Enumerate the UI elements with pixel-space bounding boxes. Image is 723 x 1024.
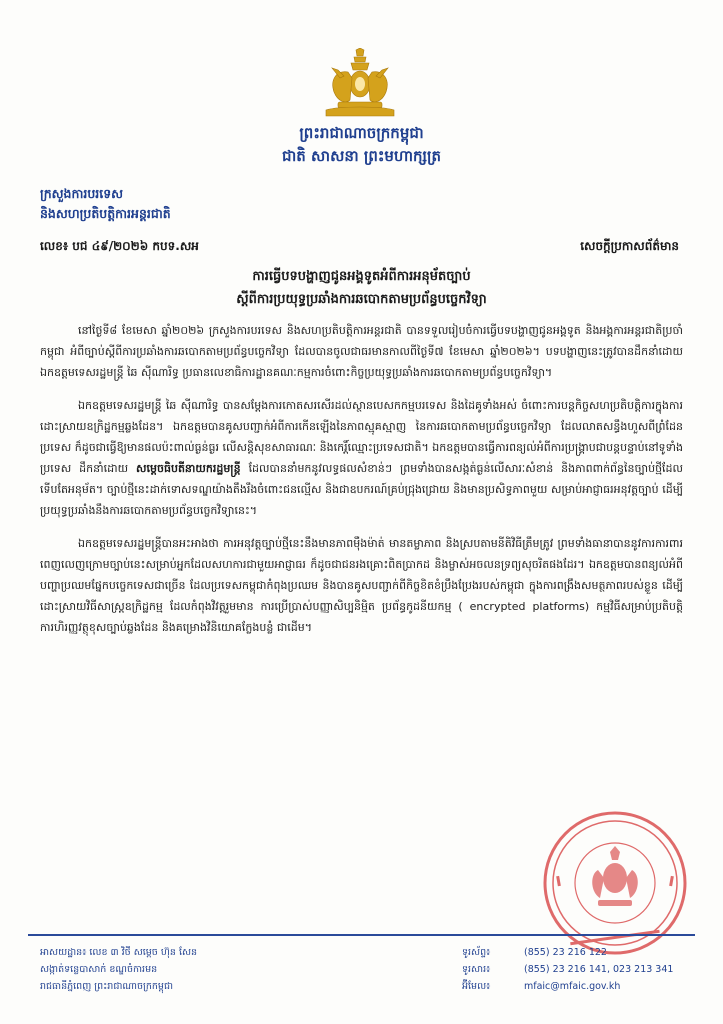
email-row bbox=[462, 978, 673, 995]
national-motto: ជាតិ សាសនា ព្រះមហាក្សត្រ bbox=[282, 147, 441, 165]
phone-label: ទូរស័ព្ទ៖ bbox=[462, 947, 491, 958]
paragraph-2-text-b: ដែលបាននាំមកនូវលទ្ធផលសំខាន់ៗ ព្រមទាំងបានសង្កត់ធ្ងន់លើសារៈសំខាន់ និងភាពពាក់ព័ន្ធនៃច្បាប់ថ្មីដែលទើបតែអនុម័ត។ ច្បាប់ថ្មីនេះដាក់ទោសទណ្ឌយ៉ាងតឹងរឹងចំពោះជនល្មើស និងជាឧបករណ៍គ្រប់ជ្រុងជ្រោយ និងមានប្រសិទ្ធភាពមួយ សម្រាប់អាជ្ញាធរអនុវត្តច្បាប់ ដើម្បីប្រយុទ្ធប្រឆាំងនឹងការឆបោកតាមប្រព័ន្ធបច្ចេកវិទ្យានេះ។ bbox=[40, 462, 684, 517]
document-title-line2: ស្តីពីការប្រយុទ្ធប្រឆាំងការឆបោកតាមប្រព័ន្ធបច្ចេកវិទ្យា bbox=[236, 292, 487, 307]
email-address[interactable]: mfaic@mfaic.gov.kh bbox=[524, 981, 621, 992]
footer-divider bbox=[28, 934, 695, 936]
footer-contacts bbox=[462, 944, 673, 995]
royal-coat-of-arms-emblem bbox=[318, 48, 402, 118]
body-paragraph-1: នៅថ្ងៃទី៨ ខែមេសា ឆ្នាំ២០២៦ ក្រសួងការបរទេស និងសហប្រតិបត្តិការអន្តរជាតិ បានទទួលរៀបចំការធ្វើបទបង្ហាញជូនអង្គទូត និងអង្គការអន្តរជាតិប្រចាំកម្ពុជា អំពីច្បាប់ស្តីពីការប្រឆាំងការឆបោកតាមប្រព័ន្ធបច្ចេកវិទ្យា ដែលបានចូលជាធរមានកាលពីថ្ងៃទី៧ ខែមេសា ឆ្នាំ២០២៦។ បទបង្ហាញនេះត្រូវបានដឹកនាំដោយ ឯកឧត្តមទេសរដ្ឋមន្ត្រី ឆៃ ស៊ីណារិទ្ធ ប្រធានលេខាធិការដ្ឋានគណៈកម្មការចំពោះកិច្ចប្រយុទ្ធប្រឆាំងការឆបោកតាមប្រព័ន្ធបច្ចេកវិទ្យា។ bbox=[40, 324, 683, 379]
fax-row bbox=[462, 961, 673, 978]
email-label: អ៊ីមែល៖ bbox=[462, 981, 491, 992]
ministry-name-line2: និងសហប្រតិបត្តិការអន្តរជាតិ bbox=[40, 206, 171, 221]
phone-row bbox=[462, 944, 673, 961]
phone-number: (855) 23 216 122 bbox=[524, 947, 607, 958]
address-line-3: រាជធានីភ្នំពេញ ព្រះរាជាណាចក្រកម្ពុជា bbox=[40, 981, 173, 992]
kingdom-name: ព្រះរាជាណាចក្រកម្ពុជា bbox=[299, 124, 424, 142]
document-body bbox=[40, 320, 683, 650]
ministry-name-line1: ក្រសួងការបរទេស bbox=[40, 186, 124, 201]
address-line-2: សង្កាត់ទន្លេបាសាក់ ខណ្ឌចំការមន bbox=[40, 964, 158, 975]
paragraph-2-text-a: ឯកឧត្តមទេសរដ្ឋមន្ត្រី ឆៃ ស៊ីណារិទ្ធ បានសម្តែងការកោតសរសើរដល់ស្ថានបេសកកម្មបរទេស និងដៃគូទាំងអស់ ចំពោះការបន្តកិច្ចសហប្រតិបត្តិការក្នុងការដោះស្រាយឧក្រិដ្ឋកម្មឆ្លងដែន។ ឯកឧត្តមបានគូសបញ្ជាក់អំពីការកើនឡើងនៃភាពស្មុគស្មាញ នៃការឆបោកតាមប្រព័ន្ធបច្ចេកវិទ្យា ដែលលាតសន្ធឹងហួសពីព្រំដែនប្រទេស ក៏ដូចជាធ្វើឱ្យមានផលប៉ះពាល់ធ្ងន់ធ្ងរ លើសន្តិសុខសាធារណៈ និងកេរ្តិ៍ឈ្មោះប្រទេសជាតិ។ ឯកឧត្តមបានធ្វើការពន្យល់អំពីការប្រង្គ្រាបជាបន្តបន្ទាប់នៅទូទាំងប្រទេស ដឹកនាំដោយ bbox=[40, 399, 683, 475]
footer-address bbox=[40, 944, 197, 995]
paragraph-2-bold-title: សម្តេចធិបតីនាយករដ្ឋមន្ត្រី bbox=[136, 462, 241, 475]
document-type: សេចក្តីប្រកាសព័ត៌មាន bbox=[580, 239, 679, 253]
body-paragraph-2 bbox=[40, 395, 683, 521]
address-line-1: អាសយដ្ឋាន៖ លេខ ៣ វិថី សម្តេច ហ៊ុន សែន bbox=[40, 947, 198, 958]
body-paragraph-3: ឯកឧត្តមទេសរដ្ឋមន្ត្រីបានអះអាងថា ការអនុវត្តច្បាប់ថ្មីនេះនឹងមានភាពម៉ឺងម៉ាត់ មានតម្លាភាព និងស្របតាមនីតិវិធីត្រឹមត្រូវ ព្រមទាំងធានាបាននូវការការពារពេញលេញក្រោមច្បាប់នេះសម្រាប់អ្នកដែលសហការជាមួយអាជ្ញាធរ ក៏ដូចជាជនរងគ្រោះពិតប្រាកដ និងម្ចាស់អចលនទ្រព្យសុចរិតផងដែរ។ ឯកឧត្តមបានពន្យល់អំពីបញ្ហាប្រឈមផ្នែកបច្ចេកទេសជាច្រើន ដែលប្រទេសកម្ពុជាកំពុងប្រឈម និងបានគូសបញ្ជាក់ពីកិច្ចខិតខំប្រឹងប្រែងរបស់កម្ពុជា ក្នុងការពង្រឹងសមត្ថភាពរបស់ខ្លួន ដើម្បីដោះស្រាយវិធីសាស្ត្រឧក្រិដ្ឋកម្ម ដែលកំពុងវិវត្តរួមមាន ការប្រើប្រាស់បញ្ញាសិប្បនិម្មិត ប្រព័ន្ធកូដនីយកម្ម ( encrypted platforms) កម្មវិធីសម្រាប់ប្រតិបត្តិការហិរញ្ញវត្ថុខុសច្បាប់ឆ្លងដែន និងគម្រោងវិនិយោគក្លែងបន្លំ ជាដើម។ bbox=[40, 537, 683, 634]
fax-label: ទូរសារ៖ bbox=[462, 964, 491, 975]
reference-number: លេខ៖ បជ ៤៩/២០២៦ កបទ.សអ bbox=[40, 239, 199, 253]
fax-number: (855) 23 216 141, 023 213 341 bbox=[524, 964, 674, 975]
document-title-line1: ការធ្វើបទបង្ហាញជូនអង្គទូតអំពីការអនុម័តច្បាប់ bbox=[252, 269, 471, 284]
